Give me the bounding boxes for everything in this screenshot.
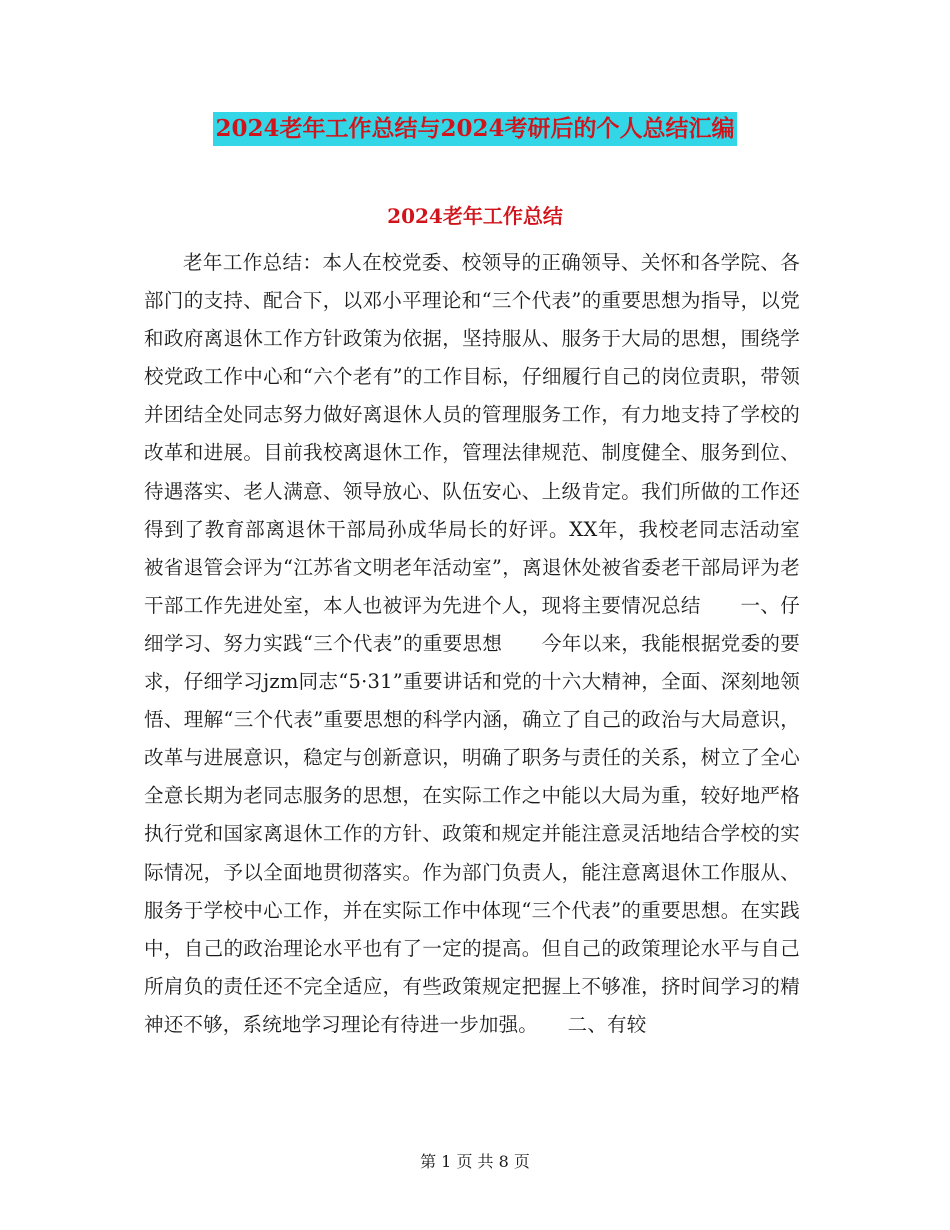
document-title: 2024老年工作总结与2024考研后的个人总结汇编 <box>213 112 736 146</box>
body-paragraph: 老年工作总结：本人在校党委、校领导的正确领导、关怀和各学院、各部门的支持、配合下，以邓小平理论和“三个代表”的重要思想为指导，以党和政府离退休工作方针政策为依据，坚持服从、服务于大局的思想，围绕学校党政工作中心和“六个老有”的工作目标，仔细履行自己的岗位责职，带领并团结全处同志努力做好离退休人员的管理服务工作，有力地支持了学校的改革和进展。目前我校离退休工作，管理法律规范、制度健全、服务到位、待遇落实、老人满意、领导放心、队伍安心、上级肯定。我们所做的工作还得到了教育部离退休干部局孙成华局长的好评。XX年，我校老同志活动室被省退管会评为“江苏省文明老年活动室”，离退休处被省委老干部局评为老干部工作先进处室，本人也被评为先进个人，现将主要情况总结 一、仔细学习、努力实践“三个代表”的重要思想 今年以来，我能根据党委的要求，仔细学习jzm同志“5·31”重要讲话和党的十六大精神，全面、深刻地领悟、理解“三个代表”重要思想的科学内涵，确立了自己的政治与大局意识，改革与进展意识，稳定与创新意识，明确了职务与责任的关系，树立了全心全意长期为老同志服务的思想，在实际工作之中能以大局为重，较好地严格执行党和国家离退休工作的方针、政策和规定并能注意灵活地结合学校的实际情况，予以全面地贯彻落实。作为部门负责人，能注意离退休工作服从、服务于学校中心工作，并在实际工作中体现“三个代表”的重要思想。在实践中，自己的政治理论水平也有了一定的提高。但自己的政策理论水平与自己所肩负的责任还不完全适应，有些政策规定把握上不够准，挤时间学习的精神还不够，系统地学习理论有待进一步加强。 二、有较 <box>144 251 800 1036</box>
section-title: 2024老年工作总结 <box>387 204 563 228</box>
document-title-container <box>0 112 950 146</box>
page-number: 第 1 页 共 8 页 <box>420 1152 530 1171</box>
